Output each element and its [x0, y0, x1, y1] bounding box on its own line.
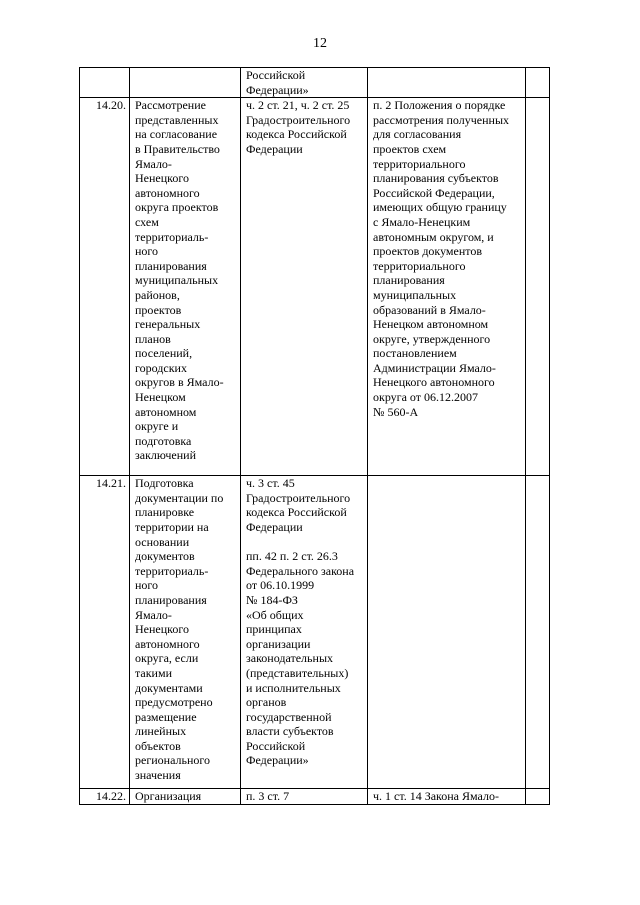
text-line: образований в Ямало- [373, 302, 486, 317]
text-line: генеральных [135, 317, 201, 332]
text-line: Ямало- [135, 156, 172, 171]
table-row [80, 789, 550, 805]
text-line: документами [135, 680, 203, 695]
text-line: территориаль- [135, 229, 209, 244]
item-name-cell [130, 68, 241, 98]
text-line: Ненецком [135, 390, 186, 405]
text-line: Федерального закона [246, 563, 355, 578]
text-line: территориаль- [135, 563, 209, 578]
legal-basis-cell [241, 98, 368, 476]
table-row [80, 476, 550, 789]
table-body [80, 68, 550, 805]
text-line: Российской [246, 738, 306, 753]
text-line: основании [135, 534, 190, 549]
text-line: автономного [135, 636, 200, 651]
item-number-cell: 14.21. [80, 476, 130, 789]
text-line: кодекса Российской [246, 127, 347, 142]
text-line: проектов схем [373, 141, 447, 156]
text-line: Федерации» [246, 753, 309, 768]
text-line: власти субъектов [246, 724, 334, 739]
text-line: Ненецком автономном [373, 317, 489, 332]
text-line: Градостроительного [246, 112, 351, 127]
text-line: муниципальных [135, 273, 219, 288]
text-line: автономном [135, 404, 197, 419]
item-number-cell: 14.20. [80, 98, 130, 476]
text-line: Федерации» [246, 82, 309, 97]
text-line: округе, утвержденного [373, 331, 491, 346]
item-name-cell [130, 98, 241, 476]
text-line: Градостроительного [246, 490, 351, 505]
text-line: Ненецкого [135, 622, 190, 637]
text-line: ного [135, 578, 159, 593]
text-line: организации [246, 636, 311, 651]
text-line: подготовка [135, 433, 192, 448]
text-line: значения [135, 768, 181, 783]
text-line: от 06.10.1999 [246, 578, 315, 593]
text-line: планирования субъектов [373, 171, 499, 186]
text-line: территории на [135, 519, 209, 534]
text-line: округов в Ямало- [135, 375, 224, 390]
page-number: 12 [313, 36, 327, 51]
text-line: органов [246, 695, 287, 710]
text-line: планирования [135, 258, 207, 273]
text-line: проектов документов [373, 244, 483, 259]
text-line: ч. 1 ст. 14 Закона Ямало- [373, 789, 499, 804]
text-line: планировке [135, 505, 195, 520]
text-line: такими [135, 665, 172, 680]
text-line: Федерации [246, 519, 303, 534]
text-line: районов, [135, 287, 180, 302]
text-line: пп. 42 п. 2 ст. 26.3 [246, 549, 338, 564]
text-line: документации по [135, 490, 224, 505]
text-line: территориального [373, 258, 466, 273]
regulation-cell [368, 98, 526, 476]
text-line: государственной [246, 709, 332, 724]
text-line: «Об общих [246, 607, 304, 622]
text-line: кодекса Российской [246, 505, 347, 520]
text-line: автономного [135, 185, 200, 200]
regulation-cell [368, 789, 526, 805]
authority-table [79, 67, 550, 805]
text-line: размещение [135, 709, 197, 724]
text-line: ч. 3 ст. 45 [246, 476, 295, 491]
extra-cell [526, 98, 550, 476]
text-line: п. 2 Положения о порядке [373, 98, 506, 113]
extra-cell [526, 476, 550, 789]
text-line: документов [135, 549, 195, 564]
text-line: территориального [373, 156, 466, 171]
text-line: городских [135, 360, 187, 375]
table-row [80, 98, 550, 476]
text-line: № 560-А [373, 404, 419, 419]
extra-cell [526, 789, 550, 805]
text-line: ного [135, 244, 159, 259]
item-number-cell [80, 68, 130, 98]
legal-basis-cell [241, 68, 368, 98]
text-line: планирования [373, 273, 445, 288]
text-line: муниципальных [373, 287, 457, 302]
text-line: Российской [246, 68, 306, 82]
text-line: ч. 2 ст. 21, ч. 2 ст. 25 [246, 98, 350, 113]
text-line: планирования [135, 592, 207, 607]
text-line: представленных [135, 112, 219, 127]
text-line: предусмотрено [135, 695, 213, 710]
text-line: Администрации Ямало- [373, 360, 496, 375]
text-line: планов [135, 331, 171, 346]
item-name-cell [130, 789, 241, 805]
text-line: постановлением [373, 346, 457, 361]
text-line: с Ямало-Ненецким [373, 214, 471, 229]
regulation-cell [368, 68, 526, 98]
text-line: объектов [135, 738, 181, 753]
text-line: на согласование [135, 127, 218, 142]
text-line: Подготовка [135, 476, 194, 491]
text-line: заключений [135, 448, 197, 463]
text-line: имеющих общую границу [373, 200, 507, 215]
text-line: (представительных) [246, 665, 349, 680]
text-line: Федерации [246, 141, 303, 156]
extra-cell [526, 68, 550, 98]
item-name-cell [130, 476, 241, 789]
text-line: округе и [135, 419, 179, 434]
legal-basis-cell [241, 789, 368, 805]
text-line: Ненецкого автономного [373, 375, 495, 390]
text-line: линейных [135, 724, 187, 739]
item-number-cell: 14.22. [80, 789, 130, 805]
text-line: для согласования [373, 127, 462, 142]
regulation-cell [368, 476, 526, 789]
text-line: Ямало- [135, 607, 172, 622]
text-line: в Правительство [135, 141, 220, 156]
text-line: поселений, [135, 346, 193, 361]
text-line: округа проектов [135, 200, 219, 215]
text-line: законодательных [246, 651, 333, 666]
text-line: рассмотрения полученных [373, 112, 510, 127]
text-line: Ненецкого [135, 171, 190, 186]
table-row [80, 68, 550, 98]
text-line: Рассмотрение [135, 98, 206, 113]
text-line: округа, если [135, 651, 199, 666]
text-line: принципах [246, 622, 302, 637]
text-line: округа от 06.12.2007 [373, 390, 479, 405]
text-line: Организация [135, 789, 202, 804]
legal-basis-cell [241, 476, 368, 789]
text-line: схем [135, 214, 159, 229]
text-line: автономным округом, и [373, 229, 494, 244]
text-line: Российской Федерации, [373, 185, 495, 200]
text-line: п. 3 ст. 7 [246, 789, 290, 804]
text-line: проектов [135, 302, 182, 317]
text-line [246, 535, 364, 550]
text-line: и исполнительных [246, 680, 341, 695]
text-line: регионального [135, 753, 211, 768]
text-line: № 184-ФЗ [246, 592, 298, 607]
